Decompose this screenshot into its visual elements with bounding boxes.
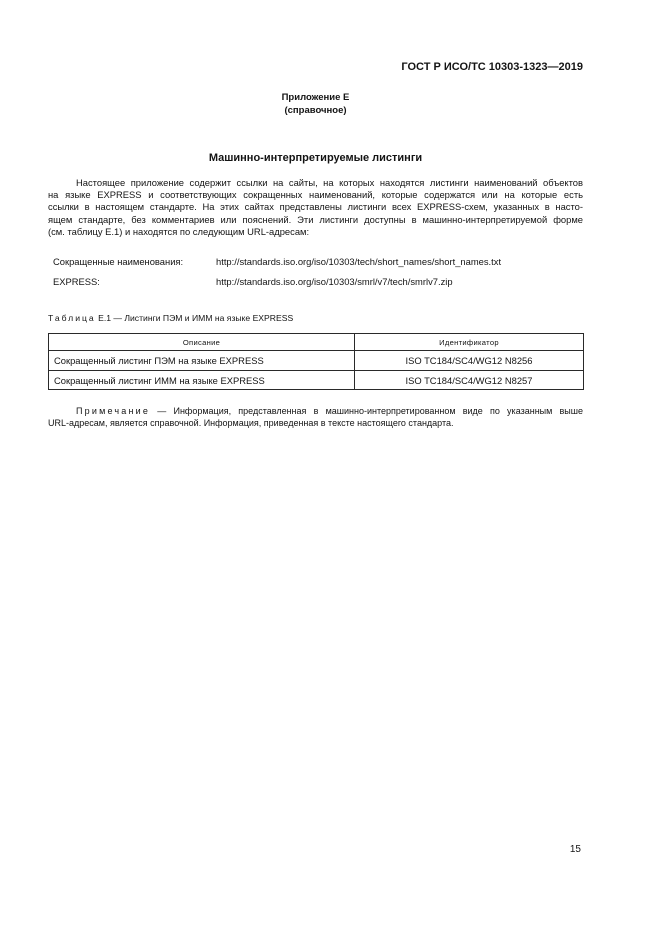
table-header-row [49,334,584,351]
table-caption [48,312,583,324]
intro-line: на языке EXPRESS и соответствующих сокращенных наименований, которые содержатся или на которые есть [48,189,583,201]
section-title: Машинно-интерпретируемые листинги [208,152,423,164]
table-cell-identifier: ISO TC184/SC4/WG12 N8256 [355,351,584,371]
intro-line: Настоящее приложение содержит ссылки на сайты, на которых находятся листинги наименований объектов [76,177,583,188]
note-paragraph [48,405,583,429]
annex-status: (справочное) [284,105,347,116]
note-label: Примечание [76,406,151,416]
table-cell-description: Сокращенный листинг ПЭМ на языке EXPRESS [49,351,355,371]
url-label: Сокращенные наименования: [53,256,184,267]
intro-line: ящем стандарте, без комментариев или пояснений. Эти листинги доступны в машинно-интерпретируемой форме [48,213,583,225]
annex-heading [48,91,583,117]
note-text: — Информация, представленная в машинно-интерпретированном виде по указанным выше [157,406,583,416]
note-line [48,405,583,417]
table-row [49,351,584,371]
intro-paragraph [48,177,583,238]
page-number: 15 [569,844,581,855]
url-entry-short-names [0,256,661,268]
note-line: URL-адресам, является справочной. Информация, приведенная в тексте настоящего стандарта. [48,418,454,428]
standard-code-header: ГОСТ Р ИСО/ТС 10303-1323—2019 [401,61,583,73]
url-entry-express [0,276,661,288]
url-link: http://standards.iso.org/iso/10303/tech/short_names/short_names.txt [216,256,502,267]
table-caption-label: Таблица [48,313,96,323]
intro-line: ссылки в настоящем стандарте. На этих сайтах представлены листинги всех EXPRESS-схем, указанных в насто- [48,201,583,213]
annex-title: Приложение Е [281,92,350,103]
url-link: http://standards.iso.org/iso/10303/smrl/v7/tech/smrlv7.zip [216,276,453,287]
table-caption-text: Е.1 — Листинги ПЭМ и ИММ на языке EXPRESS [98,313,294,323]
url-label: EXPRESS: [53,276,100,287]
table-cell-identifier: ISO TC184/SC4/WG12 N8257 [355,371,584,390]
table-header-cell-description: Описание [49,334,355,351]
table-header-cell-identifier: Идентификатор [355,334,584,351]
listings-table [48,333,584,390]
intro-line: (см. таблицу Е.1) и находятся по следующим URL-адресам: [48,225,310,237]
table-row [49,371,584,390]
table-cell-description: Сокращенный листинг ИММ на языке EXPRESS [49,371,355,390]
